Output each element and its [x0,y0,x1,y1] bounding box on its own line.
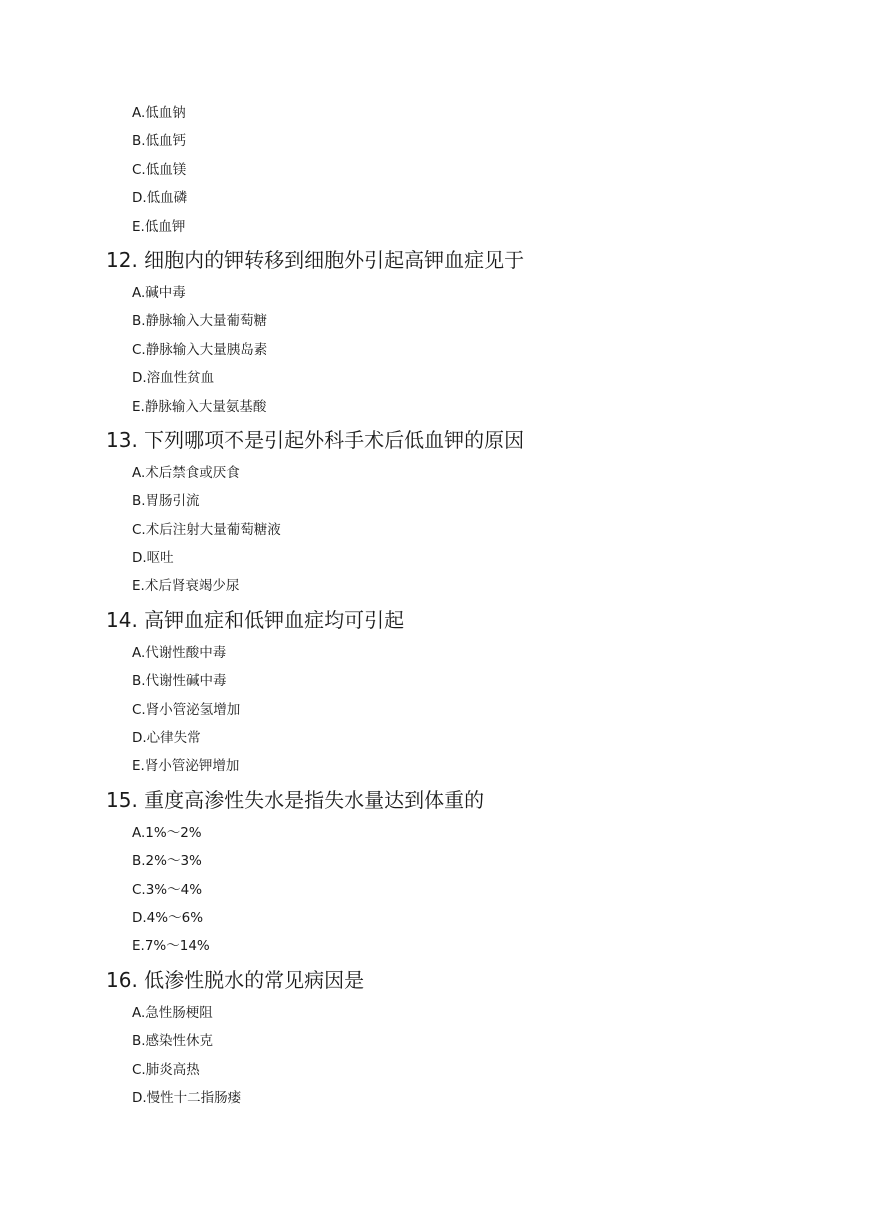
question-13 [0,421,869,601]
option-d: D.溶血性贫血 [132,370,215,387]
option-b: B.2%～3% [132,853,202,870]
question-stem [0,781,869,819]
question-stem [0,961,869,999]
option-a: A.术后禁食或厌食 [132,464,240,481]
option-b: B.胃肠引流 [132,493,200,510]
question-15 [0,781,869,961]
option-c: C.肺炎高热 [132,1061,200,1078]
question-12 [0,241,869,421]
question-number: 14. [106,607,138,632]
option-b: B.感染性休克 [132,1033,214,1050]
option-a: A.低血钠 [132,105,186,121]
option-a: A.1%～2% [132,824,202,841]
option-b: B.代谢性碱中毒 [132,673,227,690]
question-16 [0,961,869,1113]
option-list [0,819,869,961]
option-d: D.心律失常 [132,730,201,747]
question-text: 重度高渗性失水是指失水量达到体重的 [144,787,485,812]
option-c: C.3%～4% [132,881,203,898]
option-e: E.7%～14% [132,938,210,955]
option-b: B.低血钙 [132,133,187,150]
question-number: 13. [106,427,138,452]
option-list [0,459,869,601]
question-text: 高钾血症和低钾血症均可引起 [144,607,405,632]
question-text: 低渗性脱水的常见病因是 [144,967,365,992]
question-text: 细胞内的钾转移到细胞外引起高钾血症见于 [144,247,525,272]
option-a: A.碱中毒 [132,284,186,301]
option-c: C.肾小管泌氢增加 [132,701,241,718]
question-stem [0,421,869,459]
option-d: D.4%～6% [132,909,204,926]
option-list [0,999,869,1113]
question-stem [0,241,869,279]
question-number: 15. [106,787,138,812]
option-d: D.呕吐 [132,550,174,567]
option-e: E.静脉输入大量氨基酸 [132,398,267,415]
question-number: 16. [106,967,138,992]
option-c: C.术后注射大量葡萄糖液 [132,521,281,538]
option-list [0,639,869,781]
option-e: E.肾小管泌钾增加 [132,758,240,775]
question-text: 下列哪项不是引起外科手术后低血钾的原因 [144,427,525,452]
question-number: 12. [106,247,138,272]
option-c: C.低血镁 [132,161,187,178]
option-d: D.低血磷 [132,190,188,207]
option-a: A.急性肠梗阻 [132,1004,213,1021]
question-14 [0,601,869,781]
option-list [0,0,869,241]
option-d: D.慢性十二指肠瘘 [132,1089,242,1106]
question-stem [0,601,869,639]
option-e: E.低血钾 [132,218,186,235]
option-list [0,279,869,421]
option-e: E.术后肾衰竭少尿 [132,578,240,595]
option-a: A.代谢性酸中毒 [132,644,227,661]
option-b: B.静脉输入大量葡萄糖 [132,313,268,330]
option-c: C.静脉输入大量胰岛素 [132,341,268,358]
